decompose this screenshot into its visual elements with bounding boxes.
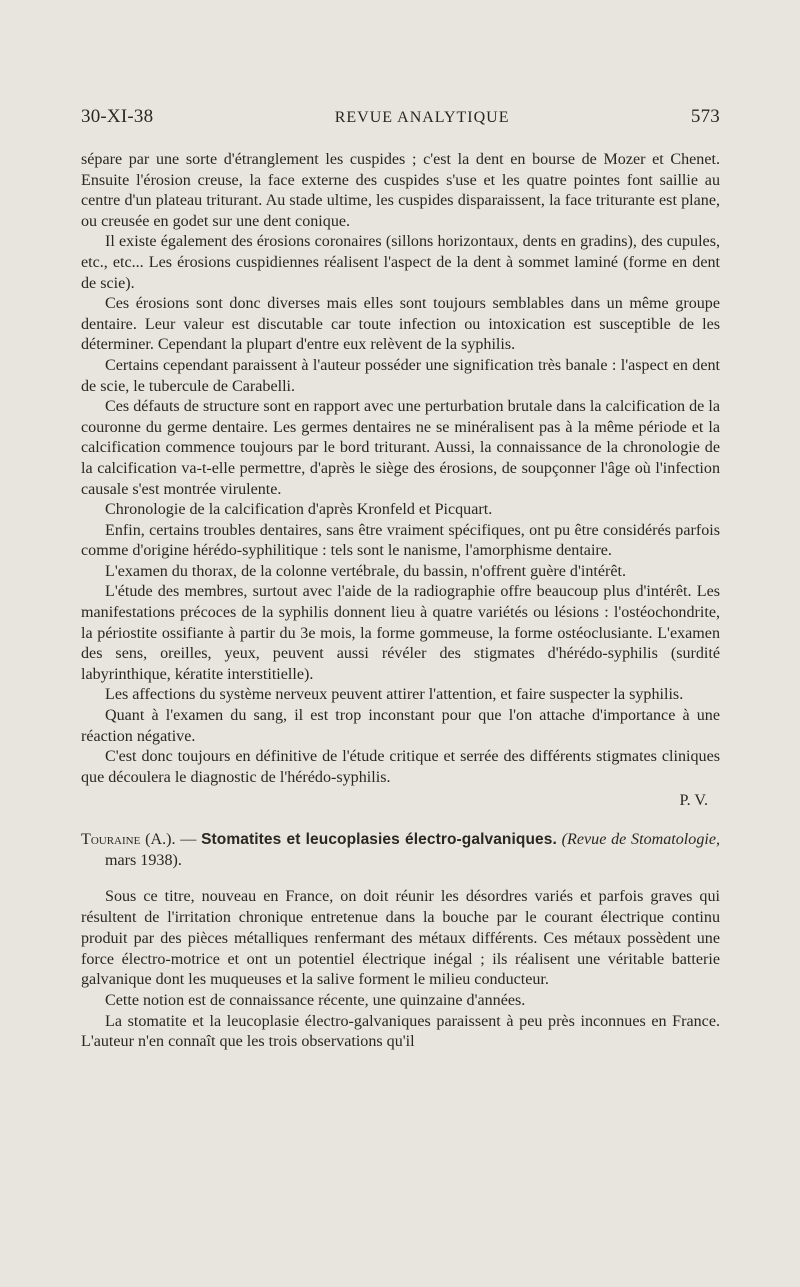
header-journal-title: REVUE ANALYTIQUE — [334, 109, 510, 126]
reference-date: mars 1938). — [105, 852, 182, 870]
paragraph: Cette notion est de connaissance récente, une quinzaine d'années. — [105, 991, 526, 1009]
reference-journal: (Revue de Stomatologie, — [561, 831, 721, 849]
reference-title: Stomatites et leucoplasies électro-galvaniques. — [201, 831, 557, 849]
bibliographic-reference — [81, 829, 720, 871]
paragraph: La stomatite et la leucoplasie électro-galvaniques paraissent à peu près inconnues en France. L'auteur n'en connaît que les trois observations qu'il — [81, 1012, 720, 1051]
paragraph: Ces défauts de structure sont en rapport avec une perturbation brutale dans la calcification de la couronne du germe dentaire. Les germes dentaires ne se minéralisent pas à la même période et la calcification commence toujours par le bord triturant. Aussi, la connaissance de la chronologie de la calcification va-t-elle permettre, d'après le siège des érosions, de soupçonner l'âge où l'infection causale s'est montrée virulente. — [81, 398, 720, 498]
paragraph: L'examen du thorax, de la colonne vertébrale, du bassin, n'offrent guère d'intérêt. — [105, 562, 626, 580]
article-body-2 — [81, 887, 720, 1053]
paragraph: Les affections du système nerveux peuvent attirer l'attention, et faire suspecter la syphilis. — [105, 686, 684, 704]
paragraph: C'est donc toujours en définitive de l'étude critique et serrée des différents stigmates cliniques que découlera le diagnostic de l'hérédo-syphilis. — [81, 748, 720, 786]
page-number: 573 — [690, 106, 720, 127]
paragraph: sépare par une sorte d'étranglement les cuspides ; c'est la dent en bourse de Mozer et Chenet. Ensuite l'érosion creuse, la face externe des cuspides s'use et les quatre pointes font saillie au centre d'un plateau triturant. Au stade ultime, les cuspides disparaissent, la face triturante est plane, ou creusée en godet sur une dent conique. — [81, 151, 720, 230]
review-signature: P. V. — [679, 792, 708, 810]
paragraph: Enfin, certains troubles dentaires, sans être vraiment spécifiques, ont pu être considérés parfois comme d'origine hérédo-syphilitique : tels sont le nanisme, l'amorphisme dentaire. — [81, 521, 720, 560]
paragraph: L'étude des membres, surtout avec l'aide de la radiographie offre beaucoup plus d'intérêt. Les manifestations précoces de la syphilis donnent lieu à quatre variétés ou lésions : l'ostéochondrite, la périostite ossifiante à partir du 3e mois, la forme gommeuse, la forme ostéoclusiante. L'examen des sens, oreilles, yeux, peuvent aussi révéler des stigmates d'hérédo-syphilis (surdité labyrinthique, kératite interstitielle). — [81, 583, 720, 683]
header-date: 30-XI-38 — [81, 106, 154, 127]
paragraph: Quant à l'examen du sang, il est trop inconstant pour que l'on attache d'importance à une réaction négative. — [81, 707, 720, 745]
article-body-1 — [81, 150, 720, 788]
paragraph: Ces érosions sont donc diverses mais elles sont toujours semblables dans un même groupe dentaire. Leur valeur est discutable car toute infection ou intoxication est susceptible de les déterminer. Cependant la plupart d'entre eux relèvent de la syphilis. — [81, 295, 720, 354]
reference-author: Touraine (A.). — — [81, 831, 197, 849]
paragraph: Certains cependant paraissent à l'auteur posséder une signification très banale : l'aspect en dent de scie, le tubercule de Carabelli. — [81, 356, 720, 395]
paragraph: Sous ce titre, nouveau en France, on doit réunir les désordres variés et parfois graves qui résultent de l'irritation chronique entretenue dans la bouche par le courant électrique continu produit par des pièces métalliques renfermant des métaux différents. Ces métaux possèdent une force électro-motrice et ont un potentiel électrique inégal ; ils réalisent une véritable batterie galvanique dont les muqueuses et la salive forment le milieu conducteur. — [81, 888, 720, 989]
running-head — [81, 106, 720, 146]
paragraph: Il existe également des érosions coronaires (sillons horizontaux, dents en gradins), des cupules, etc., etc... Les érosions cuspidiennes réalisent l'aspect de la dent à sommet laminé (forme en dent de scie). — [81, 233, 720, 292]
paragraph: Chronologie de la calcification d'après Kronfeld et Picquart. — [105, 501, 493, 519]
